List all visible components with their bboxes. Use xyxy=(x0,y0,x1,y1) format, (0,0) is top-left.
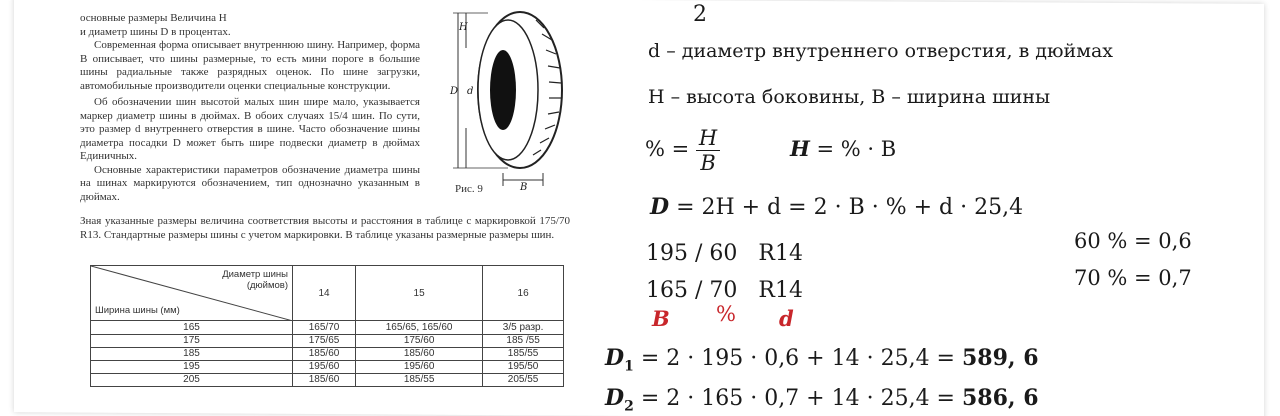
calc2-result: 586, 6 xyxy=(961,385,1039,411)
table-cell: 185/55 xyxy=(356,373,483,386)
table-header-row xyxy=(91,266,564,321)
table-cell: 165 xyxy=(91,321,293,334)
formula-h xyxy=(790,136,896,161)
page-number: 2 xyxy=(693,2,707,27)
table-cell: 185/60 xyxy=(293,373,356,386)
text-line: основные размеры Величина H xyxy=(80,12,227,24)
paragraph-3: Основные характеристики параметров обозначение диаметра шины на шинах маркируются обозначением, тип однозначно указанным в дюймах. xyxy=(80,163,420,203)
table-cell: 185/60 xyxy=(356,347,483,360)
corner-top-label: Диаметр шины (дюймов) xyxy=(222,269,288,291)
table-cell: 195/60 xyxy=(293,360,356,373)
label-b-red: B xyxy=(652,306,670,331)
column-header: 16 xyxy=(483,266,564,321)
label-h: H xyxy=(459,22,468,33)
formula-h-lhs: H xyxy=(790,136,810,161)
table-cell: 195/50 xyxy=(483,360,564,373)
text-line: и диаметр шины D в процентах. xyxy=(80,25,231,38)
table-cell: 175/60 xyxy=(356,334,483,347)
definition-d: d – диаметр внутреннего отверстия, в дюймах xyxy=(648,40,1114,62)
tire-drawing xyxy=(448,8,578,198)
table-cell: 175/65 xyxy=(293,334,356,347)
table-cell: 165/65, 165/60 xyxy=(356,321,483,334)
fraction-denominator: B xyxy=(700,151,716,175)
paragraph-1: Современная форма описывает внутреннюю шину. Например, форма B описывает, что шины размерные, то есть мини пороге в большие шины радиальные также разрядных оценок. По шине загрузки, автомобильные производители оценки специальные конструкции. xyxy=(80,39,420,92)
corner-bottom-label: Ширина шины (мм) xyxy=(95,305,180,317)
figure-caption: Рис. 9 xyxy=(455,183,483,195)
definition-h-b: H – высота боковины, B – ширина шины xyxy=(648,86,1051,108)
conversion-70: 70 % = 0,7 xyxy=(1074,266,1192,290)
table-row xyxy=(91,360,564,373)
label-b: B xyxy=(520,182,528,193)
table-row xyxy=(91,373,564,386)
table-row xyxy=(91,347,564,360)
calc1-subscript: 1 xyxy=(624,358,634,375)
tire-size-2 xyxy=(646,278,803,303)
table-cell: 165/70 xyxy=(293,321,356,334)
calc1-result: 589, 6 xyxy=(961,345,1039,371)
formula-D-rhs: = 2H + d = 2 · B · % + d · 25,4 xyxy=(669,195,1024,220)
label-D: D xyxy=(450,86,459,97)
tire-size-2-ratio: 165 / 70 xyxy=(646,278,738,303)
table-cell: 195/60 xyxy=(356,360,483,373)
tire-size-1 xyxy=(646,241,803,266)
tire-size-2-rim: R14 xyxy=(758,278,803,303)
fraction-numerator: H xyxy=(696,126,720,151)
formula-h-rhs: = % · B xyxy=(809,137,897,161)
table-row xyxy=(91,334,564,347)
label-d-red: d xyxy=(779,306,794,331)
table-corner-cell xyxy=(91,266,293,321)
paragraph-4-text: Зная указанные размеры величина соответствия высоты и расстояния в таблице с маркировкой 175/70 R13. Стандартные размеры шины с учетом маркировки. В таблице указаны размерные размеры шин. xyxy=(80,215,570,241)
tire-size-table xyxy=(90,265,564,387)
table-cell: 175 xyxy=(91,334,293,347)
conversion-60: 60 % = 0,6 xyxy=(1074,229,1192,253)
table-cell: 185 /55 xyxy=(483,334,564,347)
tire-figure xyxy=(448,8,578,198)
table-cell: 195 xyxy=(91,360,293,373)
formula-percent-lhs: % = xyxy=(645,137,696,161)
table-row xyxy=(91,321,564,334)
calc1-lhs: D xyxy=(605,345,625,371)
column-header: 14 xyxy=(293,266,356,321)
calculation-d1 xyxy=(605,345,1039,374)
tire-size-1-rim: R14 xyxy=(758,241,803,266)
paragraph-4 xyxy=(80,215,570,242)
table-cell: 205 xyxy=(91,373,293,386)
formula-D-lhs: D xyxy=(650,194,670,220)
label-d: d xyxy=(467,86,474,97)
table-cell: 185/55 xyxy=(483,347,564,360)
calc2-lhs: D xyxy=(605,385,625,411)
calc1-expression: = 2 · 195 · 0,6 + 14 · 25,4 = xyxy=(633,346,962,371)
calc2-subscript: 2 xyxy=(624,398,634,415)
column-header: 15 xyxy=(356,266,483,321)
table-cell: 3/5 разр. xyxy=(483,321,564,334)
table-cell: 185 xyxy=(91,347,293,360)
formula-D xyxy=(650,194,1023,220)
formula-percent xyxy=(645,126,720,175)
tire-size-1-ratio: 195 / 60 xyxy=(646,241,738,266)
calculation-d2 xyxy=(605,385,1039,414)
table-cell: 185/60 xyxy=(293,347,356,360)
paragraph-2: Об обозначении шин высотой малых шин шире мало, указывается маркер диаметр шины в дюймах. В обоих случаях 15/4 шин. По сути, это размер d внутреннего отверстия в шине. Часто обозначение шины диаметра посадки D может быть шире подвески диаметр в дюймах Единичных. xyxy=(80,96,420,162)
table-cell: 205/55 xyxy=(483,373,564,386)
calc2-expression: = 2 · 165 · 0,7 + 14 · 25,4 = xyxy=(633,386,962,411)
label-pct-red: % xyxy=(716,302,736,326)
fraction xyxy=(696,126,720,175)
